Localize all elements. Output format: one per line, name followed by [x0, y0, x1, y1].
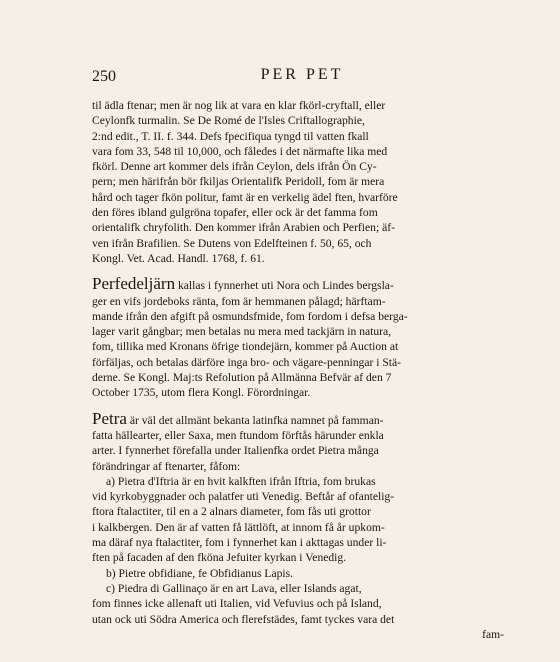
entry-petra [92, 408, 504, 474]
list-item-a [92, 474, 504, 566]
text-line: ger en vifs jordeboks ränta, fom är hemmanen pålagd; härftam- [92, 294, 386, 308]
text-line: Ceylonfk turmalin. Se De Romé de l'Isles Criftallographie, [92, 114, 365, 128]
text-line: October 1735, utom flera Kongl. Förordningar. [92, 386, 311, 400]
text-line: a) Pietra d'Iftria är en hvit kalkften ifrån Iftria, fom brukas [106, 474, 376, 488]
text-line: Kongl. Vet. Acad. Handl. 1768, f. 61. [92, 251, 265, 265]
text-line: til ädla ftenar; men är nog lik at vara en klar fkörl-cryftall, eller [92, 99, 386, 112]
text-line: vara fom 33, 548 til 10,000, och fåledes i det närmafte lika med [92, 144, 388, 158]
text-line: fom, tillika med Kronans öfrige tiondejärn, kommer på Auction at [92, 340, 399, 354]
text-line: mande ifrån den afgift på osmundsfmide, fom fordom i defsa berga- [92, 309, 408, 323]
text-line-fragment: kallas i fynnerhet uti Nora och Lindes bergsla- [177, 279, 394, 293]
text-line: pern; men härifrån bör fkiljas Orientalifk Peridoll, fom är mera [92, 175, 385, 189]
text-line: orientalifk chryfolith. Den kommer ifrån Arabien och Perfien; äf- [92, 221, 395, 235]
page-header [92, 66, 512, 88]
text-line [92, 276, 504, 293]
text-line: förändringar af ftenarter, fåfom: [92, 459, 241, 473]
running-head: PER PET [260, 66, 344, 83]
text-line: fom finnes icke allenaft uti Italien, vid Vefuvius och på Island, [92, 597, 382, 611]
text-line: ven ifrån Brafilien. Se Dutens von Edelfteinen f. 50, 65, och [92, 236, 372, 250]
text-line: vid kyrkobyggnader och palatfer uti Venedig. Beftår af ofantelig- [92, 490, 395, 504]
catchword: fam- [482, 627, 504, 641]
text-line: c) Piedra di Gallinaço är en art Lava, eller Islands agat, [106, 581, 362, 595]
text-line: lager varit gångbar; men betalas nu mera med tackjärn in natura, [92, 325, 392, 339]
text-line: i kalkbergen. Den är af vatten få lättlöft, at innom få år upkom- [92, 520, 385, 534]
text-line: derne. Se Kongl. Maj:ts Refolution på Allmänna Befvär af den 7 [92, 371, 392, 385]
text-line: hård och tager fkön politur, famt är en verkelig ädel ften, hvarföre [92, 190, 398, 204]
text-line: ma däraf nya ftalactiter, fom i fynnerhet kan i akttagas under li- [92, 536, 387, 550]
paragraph-continuation [92, 98, 504, 266]
text-line: fkörl. Denne art kommer dels ifrån Ceylon, dels ifrån Ön Cy- [92, 160, 377, 174]
page-body [92, 98, 504, 642]
list-item-c [92, 581, 504, 627]
text-line: förfäljas, och betalas därföre inga bro- och vägare-penningar i Stä- [92, 355, 402, 369]
text-line: utan ock uti Södra America och flerefstädes, famt tyckes vara det [92, 612, 395, 626]
text-line: den föres ibland gulgröna topafer, eller ock är det famma fom [92, 206, 378, 220]
list-item-b [92, 566, 504, 581]
page-number: 250 [92, 68, 116, 85]
text-line: fatta hällearter, eller Saxa, men ftundom förftås härunder enkla [92, 428, 384, 442]
text-line: 2:nd edit., T. II. f. 344. Defs fpecifiqua tyngd til vatten fkall [92, 129, 369, 143]
text-line [92, 408, 504, 428]
entry-headword: Perfedeljärn [92, 274, 176, 294]
entry-headword: Petra [92, 408, 127, 428]
text-line: b) Pietre obfidiane, fe Obfidianus Lapis. [106, 566, 294, 580]
text-line: arter. I fynnerhet förefalla under Italienfka ordet Pietra många [92, 444, 379, 458]
text-line-fragment: är väl det allmänt bekanta latinfka namnet på famman- [129, 413, 384, 427]
text-line: ftora ftalactiter, til en a 2 alnars diameter, fom fås uti grottor [92, 505, 371, 519]
entry-perfedeljarn [92, 276, 504, 400]
text-line: ften på facaden af den fköna Jefuiter kyrkan i Venedig. [92, 551, 347, 565]
